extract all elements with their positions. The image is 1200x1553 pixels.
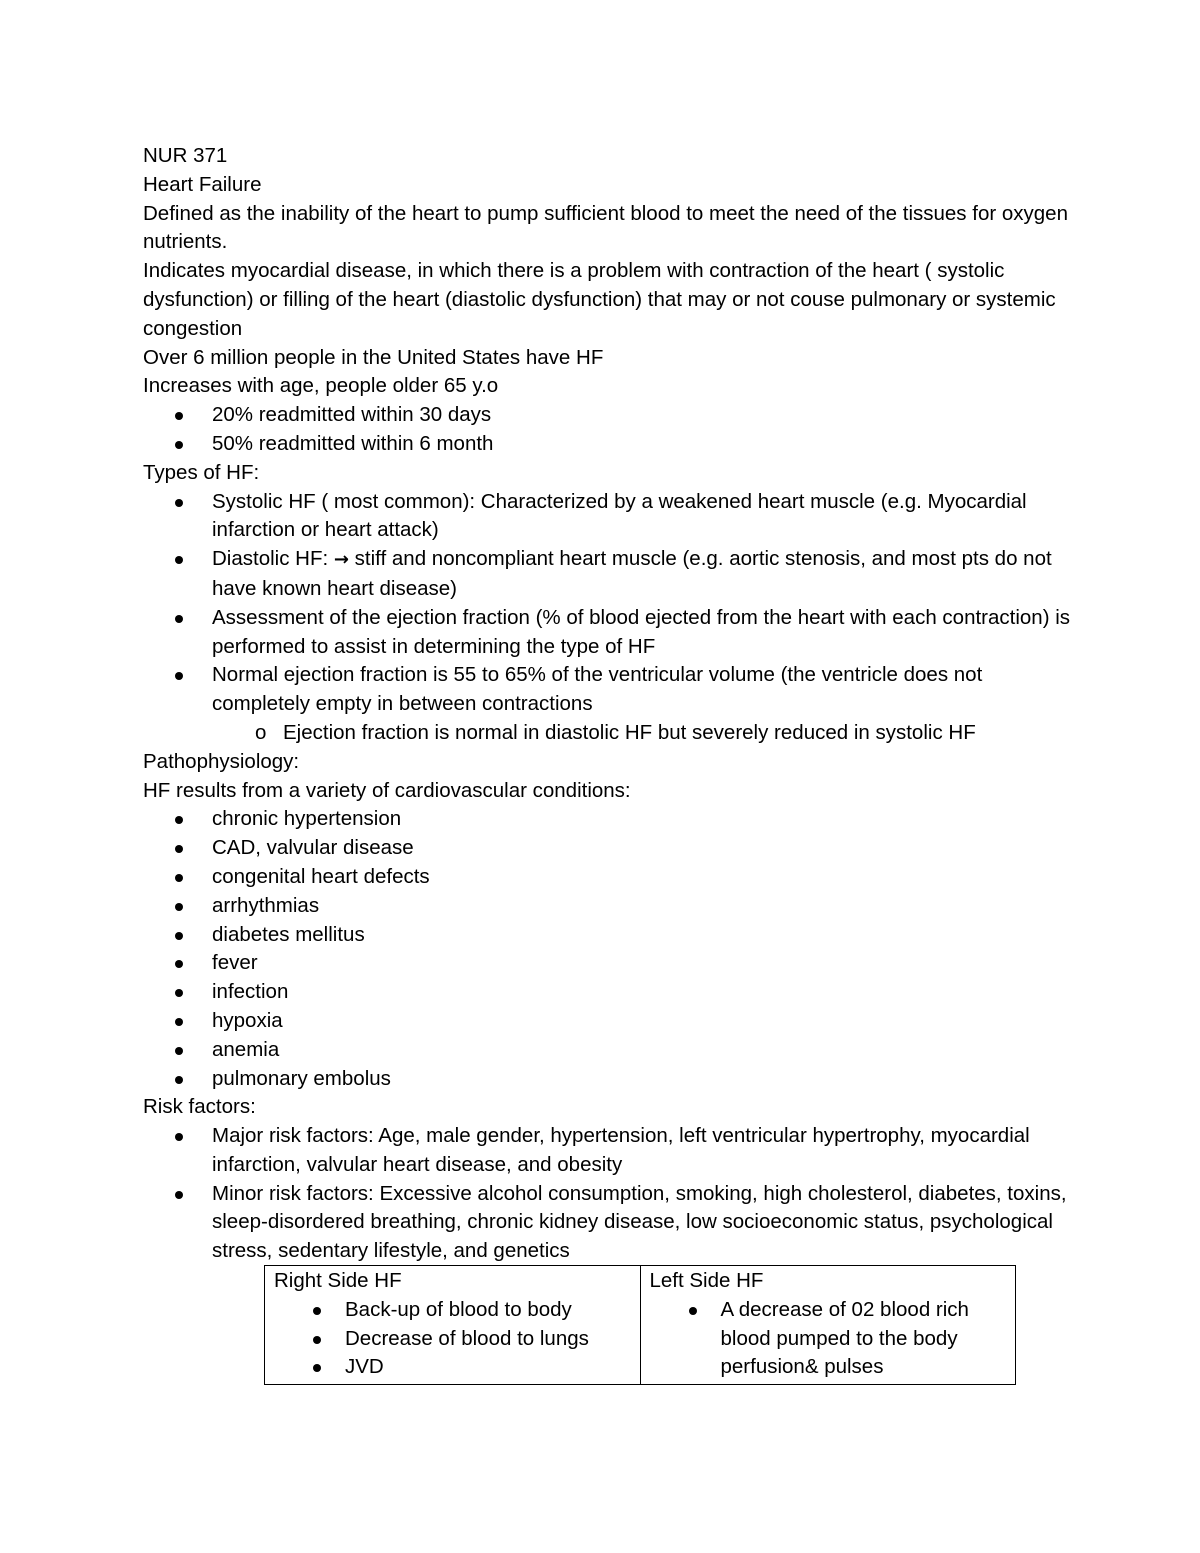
list-item: Back-up of blood to body (274, 1296, 632, 1325)
list-item: hypoxia (143, 1007, 1083, 1036)
course-code: NUR 371 (143, 144, 228, 167)
list-item: Normal ejection fraction is 55 to 65% of the ventricular volume (the ventricle does not completely empty in between contractions (143, 661, 1083, 719)
list-item: diabetes mellitus (143, 921, 1083, 950)
risk-factors-heading: Risk factors: (143, 1095, 256, 1119)
list-item (143, 545, 1083, 604)
left-side-hf-list (650, 1296, 1008, 1382)
list-item: CAD, valvular disease (143, 834, 1083, 863)
list-item: Minor risk factors: Excessive alcohol consumption, smoking, high cholesterol, diabetes, toxins, sleep-disordered breathing, chronic kidney disease, low socioeconomic status, psychological stress, sedentary lifestyle, and genetics (143, 1180, 1083, 1266)
list-item: fever (143, 949, 1083, 978)
diastolic-text: stiff and noncompliant heart muscle (e.g. aortic stenosis, and most pts do not have known heart disease) (212, 547, 1052, 600)
hf-comparison-table (264, 1265, 1016, 1385)
document-title: Heart Failure (143, 172, 262, 196)
list-item: 50% readmitted within 6 month (143, 430, 1083, 459)
circle-bullet-icon: o (255, 720, 267, 744)
sub-list-item (143, 719, 1083, 748)
list-item: Systolic HF ( most common): Characterized by a weakened heart muscle (e.g. Myocardial infarction or heart attack) (143, 488, 1083, 546)
right-side-hf-list (274, 1296, 632, 1382)
indication-paragraph: Indicates myocardial disease, in which there is a problem with contraction of the heart ( systolic dysfunction) or filling of the heart (diastolic dysfunction) that may or not couse pulmonary or systemic congestion (143, 259, 1056, 340)
left-side-hf-heading: Left Side HF (649, 1269, 764, 1292)
list-item: arrhythmias (143, 892, 1083, 921)
list-item: chronic hypertension (143, 805, 1083, 834)
types-list (143, 488, 1083, 748)
right-side-hf-heading: Right Side HF (274, 1269, 402, 1292)
risk-factors-list (143, 1122, 1083, 1266)
readmission-list (143, 401, 1083, 459)
diastolic-label: Diastolic HF: (212, 547, 334, 571)
document-body (143, 142, 1083, 1266)
types-heading: Types of HF: (143, 460, 260, 484)
arrow-right-icon: → (333, 549, 349, 571)
pathophysiology-intro: HF results from a variety of cardiovascular conditions: (143, 778, 631, 802)
age-line: Increases with age, people older 65 y.o (143, 374, 499, 398)
definition-paragraph: Defined as the inability of the heart to pump sufficient blood to meet the need of the tissues for oxygen nutrients. (143, 201, 1068, 254)
list-item: JVD (274, 1353, 632, 1382)
conditions-list (143, 805, 1083, 1093)
list-item: Assessment of the ejection fraction (% of blood ejected from the heart with each contraction) is performed to assist in determining the type of HF (143, 604, 1083, 662)
list-item: anemia (143, 1036, 1083, 1065)
left-side-hf-cell (640, 1266, 1016, 1385)
pathophysiology-heading: Pathophysiology: (143, 749, 300, 773)
prevalence-line: Over 6 million people in the United States have HF (143, 345, 604, 369)
list-item: 20% readmitted within 30 days (143, 401, 1083, 430)
list-item: Decrease of blood to lungs (274, 1325, 632, 1354)
list-item: Major risk factors: Age, male gender, hypertension, left ventricular hypertrophy, myocardial infarction, valvular heart disease, and obesity (143, 1122, 1083, 1180)
right-side-hf-cell (265, 1266, 641, 1385)
list-item: congenital heart defects (143, 863, 1083, 892)
list-item: pulmonary embolus (143, 1065, 1083, 1094)
table-row (265, 1266, 1016, 1385)
sub-list-item-text: Ejection fraction is normal in diastolic HF but severely reduced in systolic HF (283, 720, 976, 744)
list-item: infection (143, 978, 1083, 1007)
list-item: A decrease of 02 blood rich blood pumped to the body perfusion& pulses (650, 1296, 1008, 1382)
